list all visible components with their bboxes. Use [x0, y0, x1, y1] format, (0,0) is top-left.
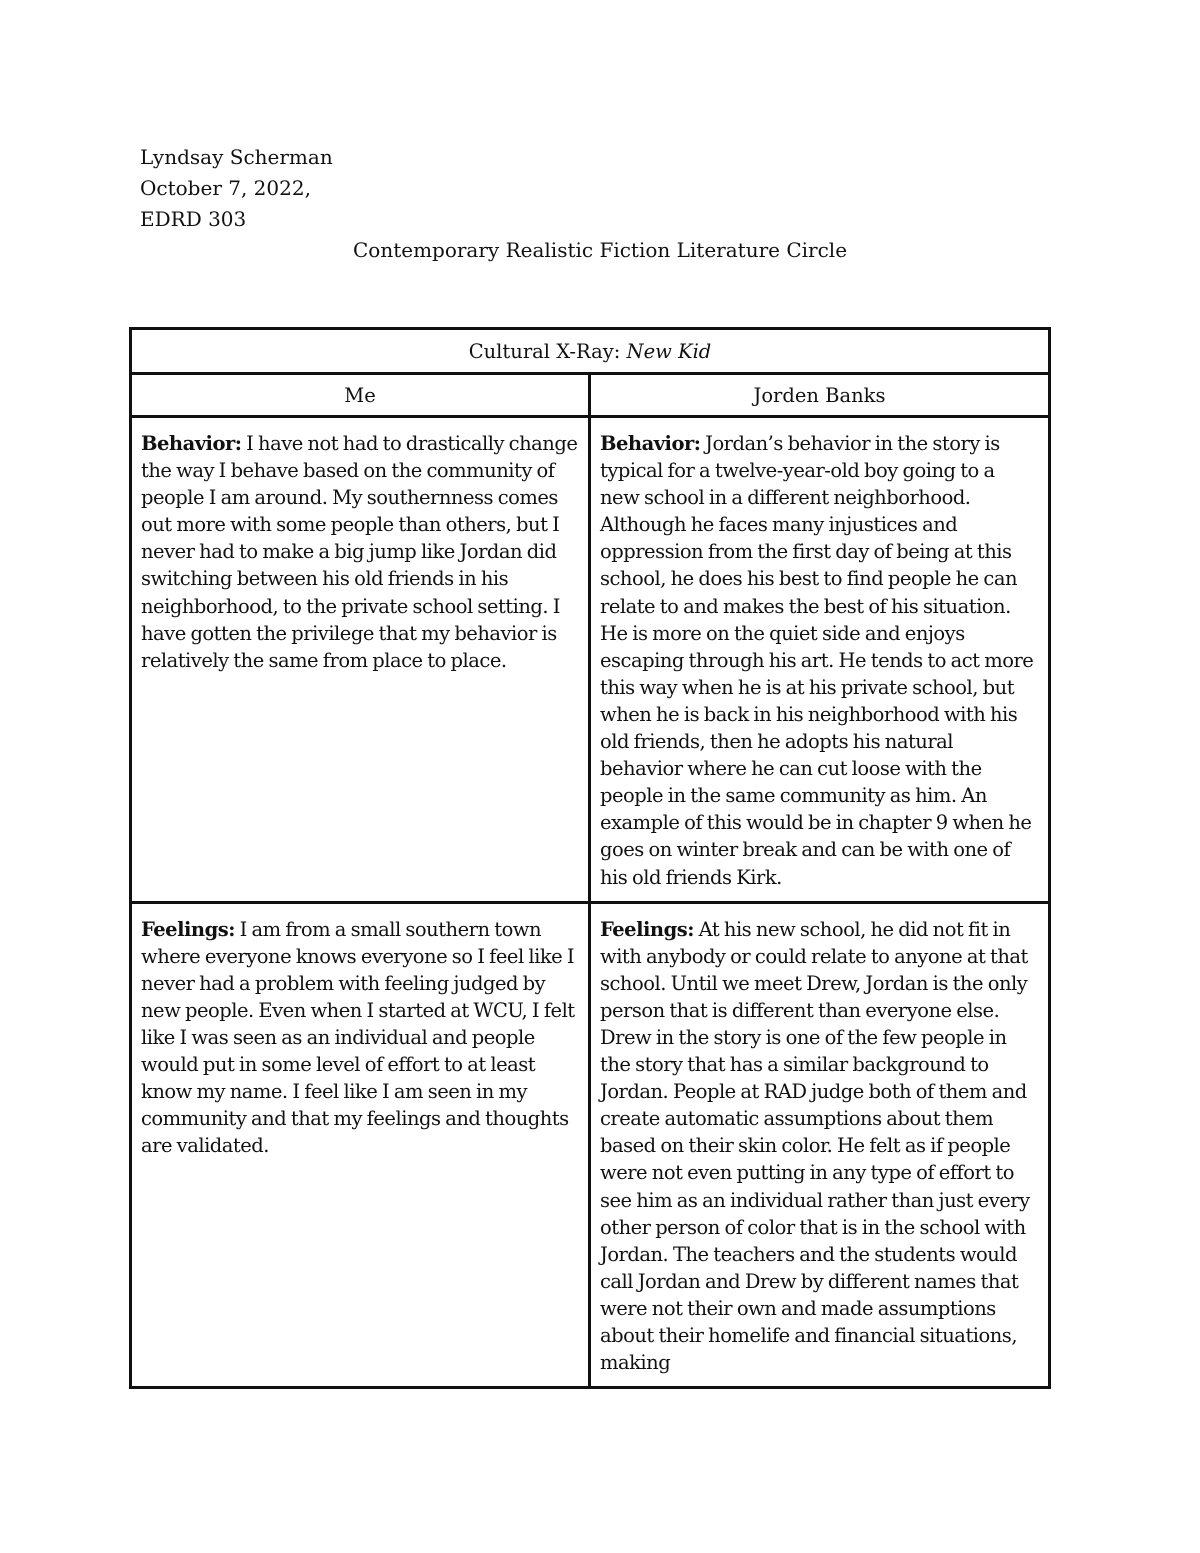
table-row: [131, 417, 1050, 903]
cultural-xray-table: [129, 327, 1051, 1389]
behavior-jorden-text: Jordan’s behavior in the story is typical for a twelve-year-old boy going to a new school in a different neighborhood. Although he faces many injustices and oppression from the first day of being at this school, he does his best to find people he can relate to and makes the best of his situation. He is more on the quiet side and enjoys escaping through his art. He tends to act more this way when he is at his private school, but when he is back in his neighborhood with his old friends, then he adopts his natural behavior where he can cut loose with the people in the same community as him. An example of this would be in chapter 9 when he goes on winter break and can be with one of his old friends Kirk.: [600, 432, 1034, 889]
column-header-me: Me: [131, 374, 590, 417]
feelings-jorden-text: At his new school, he did not fit in with anybody or could relate to anyone at that school. Until we meet Drew, Jordan is the only person that is different than everyone else. Drew in the story is one of the few people in the story that has a similar background to Jordan. People at RAD judge both of them and create automatic assumptions about them based on their skin color. He felt as if people were not even putting in any type of effort to see him as an individual rather than just every other person of color that is in the school with Jordan. The teachers and the students would call Jordan and Drew by different names that were not their own and made assumptions about their homelife and financial situations, making: [600, 917, 1030, 1375]
behavior-jorden-cell: [590, 417, 1050, 903]
column-header-jorden-banks: Jorden Banks: [590, 374, 1050, 417]
feelings-label: Feelings:: [600, 917, 694, 941]
feelings-me-cell: [131, 902, 590, 1388]
document-header: [140, 142, 333, 235]
feelings-jorden-cell: [590, 902, 1050, 1388]
book-title: New Kid: [626, 339, 712, 363]
behavior-label: Behavior:: [600, 432, 701, 455]
feelings-me-text: I am from a small southern town where everyone knows everyone so I feel like I never had a problem with feeling judged by new people. Even when I started at WCU, I felt like I was seen as an individual and people would put in some level of effort to at least know my name. I feel like I am seen in my community and that my feelings and thoughts are validated.: [141, 917, 575, 1158]
table-row: [131, 902, 1050, 1388]
document-date: October 7, 2022,: [140, 176, 311, 200]
table-title: [131, 329, 1050, 374]
behavior-label: Behavior:: [141, 432, 242, 455]
behavior-me-cell: [131, 417, 590, 903]
feelings-label: Feelings:: [141, 917, 235, 941]
document-title: Contemporary Realistic Fiction Literature Circle: [352, 238, 848, 262]
author-name: Lyndsay Scherman: [140, 145, 333, 169]
table-title-prefix: Cultural X-Ray:: [468, 339, 627, 363]
behavior-me-text: I have not had to drastically change the way I behave based on the community of people I am around. My southernness comes out more with some people than others, but I never had to make a big jump like Jordan did switching between his old friends in his neighborhood, to the private school setting. I have gotten the privilege that my behavior is relatively the same from place to place.: [141, 432, 578, 672]
course-code: EDRD 303: [140, 207, 247, 231]
